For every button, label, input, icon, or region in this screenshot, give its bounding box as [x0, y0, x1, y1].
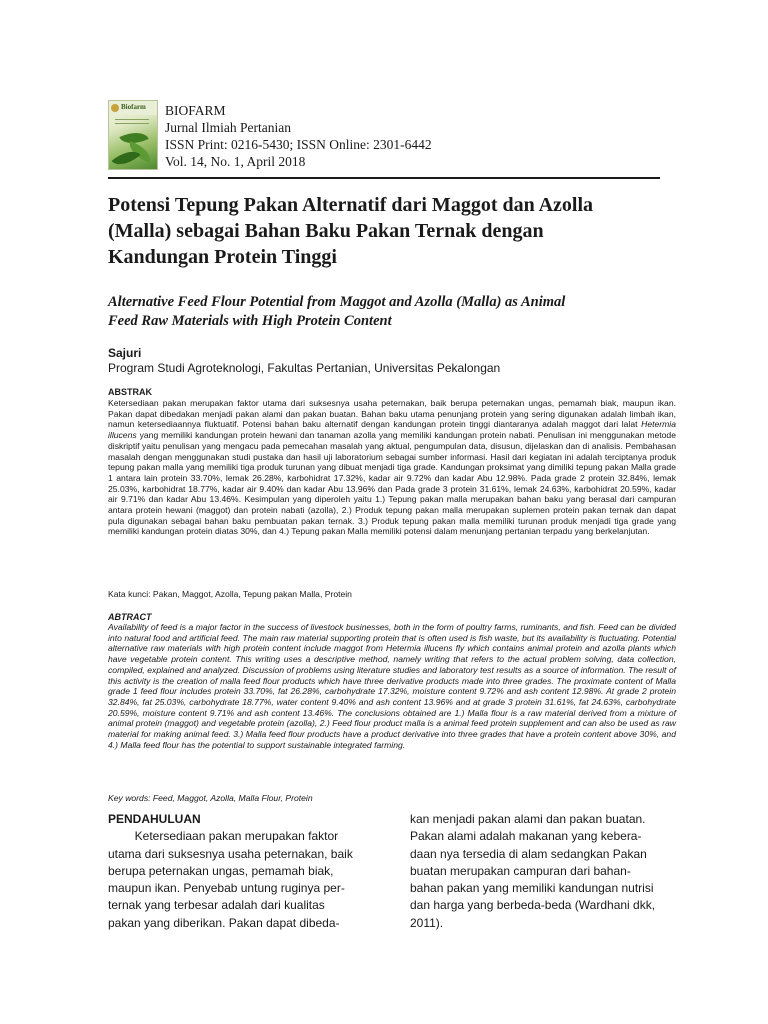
section-heading: PENDAHULUAN [108, 812, 201, 826]
abstract-keywords: Key words: Feed, Maggot, Azolla, Malla Flour, Protein [108, 793, 313, 803]
abstrak-heading: ABSTRAK [108, 387, 152, 397]
body-column-left [108, 811, 370, 932]
body-line: 2011). [410, 915, 444, 930]
cover-line [115, 123, 149, 124]
body-line: maupun ikan. Penyebab untung ruginya per- [108, 881, 345, 896]
cover-seal-icon [111, 104, 119, 112]
body-line: daan nya tersedia di alam sedangkan Pakan [410, 846, 647, 861]
cover-line [115, 119, 149, 120]
journal-info [165, 102, 432, 170]
article-title [108, 192, 668, 270]
cover-logo-text: Biofarm [121, 103, 146, 111]
body-line: dan harga yang berbeda-beda (Wardhani dkk, [410, 898, 656, 913]
header-divider [108, 177, 660, 179]
body-line: buatan merupakan campuran dari bahan- [410, 863, 631, 878]
body-line: pakan yang diberikan. Pakan dapat dibeda- [108, 915, 340, 930]
species-name: Hetermia illucens [108, 419, 676, 441]
article-english-title [108, 293, 668, 331]
journal-volume: Vol. 14, No. 1, April 2018 [165, 154, 306, 169]
body-column-right [410, 811, 676, 932]
author-name: Sajuri [108, 346, 142, 360]
body-line: ternak yang terbesar adalah dari kualitas [108, 898, 325, 913]
body-line: Ketersediaan pakan merupakan faktor [108, 829, 339, 844]
author-affiliation: Program Studi Agroteknologi, Fakultas Pertanian, Universitas Pekalongan [108, 361, 501, 375]
journal-cover-image [108, 100, 158, 170]
body-line: kan menjadi pakan alami dan pakan buatan. [410, 812, 646, 826]
english-title-line: Alternative Feed Flour Potential from Maggot and Azolla (Malla) as Animal [108, 294, 566, 310]
body-line: utama dari suksesnya usaha peternakan, baik [108, 846, 353, 861]
abstract-text: Availability of feed is a major factor in the success of livestock businesses, both in the form of poultry farms, ruminants, and fish. Feed can be divided into natural food and artificial feed. The main raw material supporting protein that is often used is fish waste, but its availability is fluctuating. Potential alternative raw materials with high protein content include maggot from Hetermia illucens fly which contains animal protein and azolla plants which have vegetable protein content. This writing uses a descriptive method, namely writing that refers to the actual problem solving, data collection, compiled, explained and analyzed. Discussion of problems using literature studies and laboratory test results as a source of information. The result of this activity is the creation of malla feed flour products which have three derivative products made into three grades. The proximate content of Malla grade 1 feed flour includes protein 33.70%, fat 26.28%, carbohydrate 17.32%, moisture content 9.72% and ash content 12.98%. At grade 2 protein 32.84%, fat 25.03%, carbohydrate 18.77%, water content 9.40% and ash content 13.96% and at grade 3 protein 31.61%, fat 24.63%, carbohydrate 20.59%, moisture content 9.71% and ash content 13.46%. The conclusions obtained are 1.) Malla flour is a raw material derived from a mixture of animal protein (maggot) and vegetable protein (azolla), 2.) Feed flour product malla is a animal feed protein supplement and can also be used as raw material for making animal feed. 3.) Malla feed flour products have a product derivative into three grades that have a protein content above 30%, and 4.) Malla feed flour has the potential to support sustainable integrated farming. [108, 622, 676, 750]
title-line: Potensi Tepung Pakan Alternatif dari Maggot dan Azolla [108, 194, 594, 216]
abstract-heading: ABTRACT [108, 612, 152, 622]
abstrak-text-part: yang memiliki kandungan protein hewani dan tanaman azolla yang memiliki kandungan protein nabati. Penulisan ini menggunakan metode diskriptif yaitu penulisan yang mengacu pada pemecahan masalah yang aktual, pengumpulan data, disusun, dijelaskan dan di analisis. Pembahasan masalah dengan menggunakan studi pustaka dan hasil uji laboratorium sebagai sumber informasi. Hasil dari kegiatan ini adalah terciptanya produk tepung pakan malla yang memiliki tiga produk turunan yang dibuat menjadi tiga grade. Kandungan proksimat yang dimiliki tepung pakan Malla grade 1 antara lain protein 33.70%, lemak 26.28%, karbohidrat 17.32%, kadar air 9.72% dan kadar Abu 12.98%. Pada grade 2 protein 32.84%, lemak 25.03%, karbohidrat 18.77%, kadar air 9.40% dan kadar Abu 13.96% dan Pada grade 3 protein 31.61%, lemak 24.63%, karbohidrat 20.59%, kadar air 9.71% dan kadar Abu 13.46%. Kesimpulan yang diperoleh yaitu 1.) Tepung pakan malla merupakan bahan baku yang berasal dari campuran antara protein hewani (maggot) dan protein nabati (azolla), 2.) Produk tepung pakan malla merupakan suplemen protein pakan ternak dan dapat pula digunakan sebagai bahan baku pembuatan pakan ternak. 3.) Produk tepung pakan malla memiliki turunan produk menjadi tiga grade yang memiliki kandungan protein diatas 30%, dan 4.) Tepung pakan Malla memiliki potensi dalam menunjang pertanian terpadu yang berkelanjutan. [108, 430, 676, 537]
journal-name: BIOFARM [165, 103, 226, 118]
journal-subtitle: Jurnal Ilmiah Pertanian [165, 120, 291, 135]
abstrak-keywords: Kata kunci: Pakan, Maggot, Azolla, Tepung pakan Malla, Protein [108, 589, 352, 599]
journal-issn: ISSN Print: 0216-5430; ISSN Online: 2301-6442 [165, 137, 432, 152]
abstrak-text-part: Ketersediaan pakan merupakan faktor utama dari suksesnya usaha peternakan, baik berupa peternakan ungas, pemamah biak, maupun ikan. Pakan dapat dibedakan menjadi pakan alami dan pakan buatan. Bahan baku utama penunjang protein yang sering digunakan adalah limbah ikan, namun ketersediaannya fluktuatif. Potensi bahan baku alternatif dengan kandungan protein tinggi diantaranya adalah maggot dari lalat [108, 398, 676, 430]
body-line: bahan pakan yang memiliki kandungan nutrisi [410, 881, 654, 896]
english-title-line: Feed Raw Materials with High Protein Content [108, 313, 392, 329]
body-line: berupa peternakan ungas, pemamah biak, [108, 863, 334, 878]
title-line: Kandungan Protein Tinggi [108, 246, 337, 268]
abstrak-text [108, 398, 676, 537]
title-line: (Malla) sebagai Bahan Baku Pakan Ternak dengan [108, 220, 544, 242]
body-line: Pakan alami adalah makanan yang kebera- [410, 829, 642, 844]
